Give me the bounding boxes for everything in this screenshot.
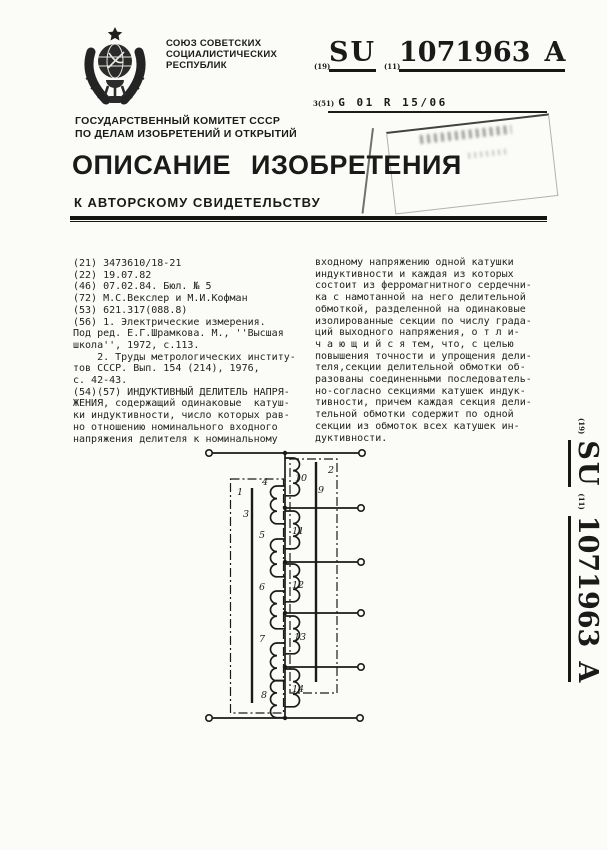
figure-label-2: 2 <box>327 465 335 476</box>
country-code: SU <box>329 39 376 72</box>
sidebar-country-code: SU <box>568 440 601 487</box>
figure-label-5: 5 <box>258 530 266 541</box>
ipc-code: G 01 R 15/06 <box>338 96 448 109</box>
claim-text-column: входному напряжению одной катушки индуктивности и каждая из которых состоит из ферромагнитного сердечни- ка с намотанной на него делительной обмоткой, разделенной на одинаковые изолированные секции по числу града- ций выходного напряжения, о т л и- ч а ю щ и й с я тем, что, с целью повышения точности и упрощения дели- теля,секции делительной обмотки об- разованы соединенными последователь- но-согласно секциями катушек индук- тивности, причем каждая секция дели- тельной обмотки содержит по одной секции из обмоток всех катушек ин- дуктивности. <box>315 257 532 444</box>
stamp-smudge <box>420 125 512 144</box>
figure-label-9: 9 <box>317 485 325 496</box>
figure-label-3: 3 <box>242 509 250 520</box>
inductive-divider-schematic <box>170 430 395 765</box>
stamp-smudge <box>468 148 508 158</box>
figure-label-8: 8 <box>260 690 268 701</box>
sidebar-publication-number-text: 1071963 <box>572 515 603 648</box>
figure-label-7: 7 <box>258 634 266 645</box>
figure-label-4: 4 <box>261 477 269 488</box>
figure-label-14: 14 <box>291 684 305 695</box>
figure-label-13: 13 <box>293 632 307 643</box>
publication-number-group <box>399 39 565 72</box>
document-subtitle: К АВТОРСКОМУ СВИДЕТЕЛЬСТВУ <box>74 195 321 210</box>
ipc-underline <box>328 111 547 113</box>
ussr-coat-of-arms-icon <box>78 24 152 106</box>
state-committee: ГОСУДАРСТВЕННЫЙ КОМИТЕТ СССР ПО ДЕЛАМ ИЗОБРЕТЕНИЙ И ОТКРЫТИЙ <box>75 115 297 140</box>
figure-label-10: 10 <box>294 473 308 484</box>
ipc-prefix: 3(51) <box>313 99 335 108</box>
publication-number: 1071963 <box>399 37 531 68</box>
core-boundary-boxes <box>231 459 338 713</box>
left-winding-sections <box>270 486 285 718</box>
sidebar-number-group <box>568 516 601 682</box>
code-11: (11) <box>384 62 401 71</box>
ipc-line <box>313 96 448 109</box>
kind-code: A <box>544 37 566 68</box>
figure-label-1: 1 <box>236 487 244 498</box>
document-title: ОПИСАНИЕ ИЗОБРЕТЕНИЯ <box>72 150 462 180</box>
bibliography-and-abstract-column: (21) 3473610/18-21 (22) 19.07.82 (46) 07.02.84. Бюл. № 5 (72) М.С.Векслер и М.И.Кофман (53) 621.317(088.8) (56) 1. Электрические измерения. Под ред. Е.Г.Шрамкова. М., ''Высшая школа'', 1972, с.113. 2. Труды метрологических институ- тов СССР. Вып. 154 (214), 1976, с. 42-43. (54)(57) ИНДУКТИВНЫЙ ДЕЛИТЕЛЬ НАПРЯ- ЖЕНИЯ, содержащий одинаковые катуш- ки индуктивности, число которых рав- но отношению номинального входного напряжения делителя к номинальному <box>73 258 296 445</box>
figure-label-11: 11 <box>291 526 305 537</box>
sidebar-publication-number <box>543 418 601 710</box>
code-19: (19) <box>314 62 331 71</box>
union-name: СОЮЗ СОВЕТСКИХ СОЦИАЛИСТИЧЕСКИХ РЕСПУБЛИК <box>166 38 278 71</box>
double-rule <box>70 216 547 222</box>
sidebar-code-19: (19) <box>577 418 586 435</box>
figure-label-12: 12 <box>291 580 305 591</box>
figure-label-6: 6 <box>258 582 266 593</box>
sidebar-kind-code: A <box>572 661 603 683</box>
schematic-wires <box>209 453 362 718</box>
sidebar-code-11: (11) <box>577 493 586 510</box>
